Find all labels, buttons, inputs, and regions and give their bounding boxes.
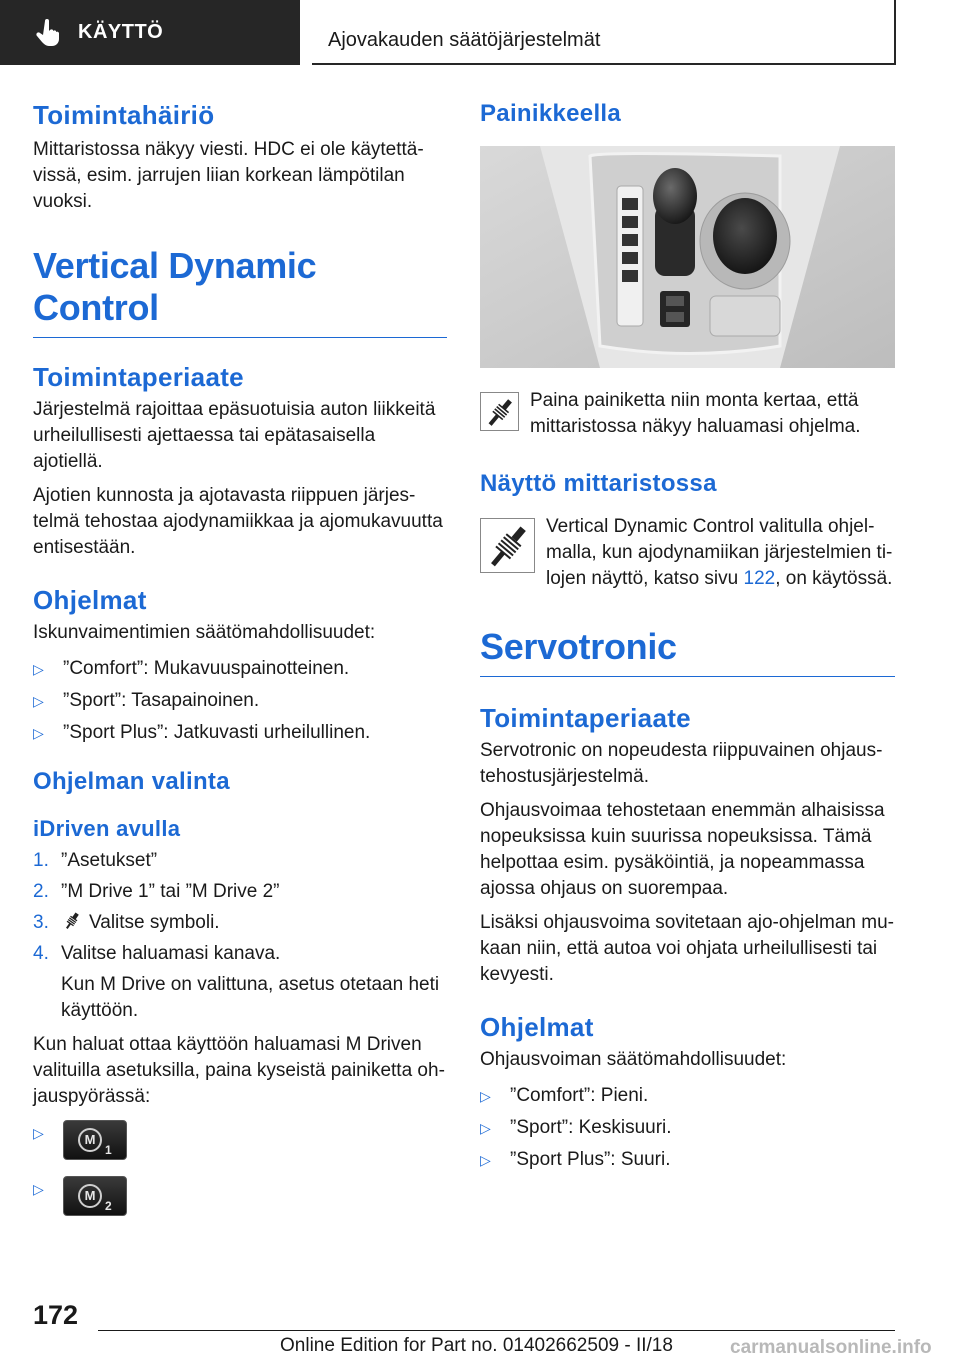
malfunction-text: Mittaristossa näkyy viesti. HDC ei ole käytettävissä, esim. jarrujen liian korkean lämpötilan vuoksi. bbox=[33, 139, 424, 212]
right-column bbox=[480, 100, 895, 1179]
section-label: KÄYTTÖ bbox=[78, 21, 164, 43]
triangle-bullet-icon: ▷ bbox=[33, 693, 44, 709]
programs-intro: Iskunvaimentimien säätömahdollisuudet: bbox=[33, 622, 376, 643]
servotronic-heading: Servotronic bbox=[480, 626, 895, 677]
servotronic-paragraph-3: Lisäksi ohjausvoima sovitetaan ajo-ohjelman mukaan niin, että autoa voi ohjata urheilullisesti tai kevyesti. bbox=[480, 912, 894, 985]
vdc-heading: Vertical Dynamic Control bbox=[33, 245, 447, 338]
button-heading: Painikkeella bbox=[480, 100, 622, 127]
page-link[interactable]: 122 bbox=[743, 568, 776, 589]
m-drive-2-button[interactable]: M 2 bbox=[63, 1176, 127, 1216]
servotronic-programs-intro: Ohjausvoiman säätömahdollisuudet: bbox=[480, 1049, 787, 1070]
chapter-title: Ajovakauden säätöjärjestelmät bbox=[328, 29, 601, 51]
triangle-bullet-icon: ▷ bbox=[33, 1181, 44, 1197]
button-instruction bbox=[480, 388, 895, 448]
triangle-bullet-icon: ▷ bbox=[33, 661, 44, 677]
step4-note: Kun M Drive on valittuna, asetus otetaan heti käyttöön. bbox=[61, 974, 440, 1021]
chapter-header bbox=[312, 0, 896, 65]
programs-list bbox=[33, 656, 447, 746]
list-item: ▷ ”Sport Plus”: Jatkuvasti urheilullinen. bbox=[33, 720, 447, 746]
idrive-controller-icon bbox=[700, 193, 790, 336]
triangle-bullet-icon: ▷ bbox=[33, 725, 44, 741]
triangle-bullet-icon: ▷ bbox=[480, 1152, 491, 1168]
servotronic-paragraph-1: Servotronic on nopeudesta riippuvainen ohjaustehostusjärjestelmä. bbox=[480, 740, 883, 787]
list-item: ▷ ”Sport”: Tasapainoinen. bbox=[33, 688, 447, 714]
malfunction-heading: Toimintahäiriö bbox=[33, 100, 215, 130]
principle-heading: Toimintaperiaate bbox=[33, 362, 244, 392]
watermark: carmanualsonline.info bbox=[730, 1337, 932, 1358]
idrive-steps bbox=[33, 848, 447, 967]
display-instruction bbox=[480, 514, 895, 594]
parking-brake-icon bbox=[660, 291, 690, 327]
list-item: 4. Valitse haluamasi kanava. bbox=[33, 943, 281, 964]
display-heading: Näyttö mittaristossa bbox=[480, 470, 717, 497]
gear-selector-icon bbox=[653, 168, 697, 276]
servotronic-paragraph-2: Ohjausvoimaa tehostetaan enemmän alhaisissa nopeuksissa kuin suurissa nopeuksissa. Tämä helpottaa esim. pysäköintiä, ja nopeammassa ajossa ohjaus on suorempaa. bbox=[480, 800, 885, 899]
section-tab bbox=[0, 0, 300, 65]
page-number: 172 bbox=[33, 1300, 79, 1330]
shock-absorber-icon bbox=[481, 393, 520, 432]
list-item: ▷ ”Comfort”: Pieni. bbox=[480, 1083, 895, 1109]
button-text: Paina painiketta niin monta kertaa, että mittaristossa näkyy haluamasi ohjelma. bbox=[530, 390, 861, 437]
list-item bbox=[33, 1120, 447, 1166]
triangle-bullet-icon: ▷ bbox=[33, 1125, 44, 1141]
shock-absorber-icon bbox=[481, 519, 536, 574]
m-drive-1-button[interactable]: M 1 bbox=[63, 1120, 127, 1160]
servotronic-programs-heading: Ohjelmat bbox=[480, 1012, 594, 1042]
programs-heading: Ohjelmat bbox=[33, 585, 147, 615]
list-item: 2. ”M Drive 1” tai ”M Drive 2” bbox=[33, 881, 280, 902]
shock-absorber-icon bbox=[61, 912, 83, 930]
list-item: 1. ”Asetukset” bbox=[33, 850, 158, 871]
footer-divider bbox=[98, 1330, 895, 1331]
vdc-button-icon bbox=[480, 392, 519, 431]
vdc-display-icon bbox=[480, 518, 535, 573]
list-item: ▷ ”Sport Plus”: Suuri. bbox=[480, 1147, 895, 1173]
button-strip-icon bbox=[617, 186, 643, 326]
list-item: ▷ ”Comfort”: Mukavuuspainotteinen. bbox=[33, 656, 447, 682]
edition-text: Online Edition for Part no. 01402662509 - II/18 bbox=[280, 1335, 673, 1356]
list-item: ▷ ”Sport”: Keskisuuri. bbox=[480, 1115, 895, 1141]
principle-paragraph-1: Järjestelmä rajoittaa epäsuotuisia auton liikkeitä urheilullisesti ajettaessa tai epätasaisella ajotiellä. bbox=[33, 399, 436, 472]
display-text: Vertical Dynamic Control valitulla ohjelmalla, kun ajodynamiikan järjestelmien tilojen näyttö, katso sivu 122, on käytössä. bbox=[546, 516, 893, 589]
selection-heading: Ohjelman valinta bbox=[33, 768, 230, 795]
triangle-bullet-icon: ▷ bbox=[480, 1120, 491, 1136]
center-console-photo bbox=[480, 146, 895, 368]
principle-paragraph-2: Ajotien kunnosta ja ajotavasta riippuen järjestelmä tehostaa ajodynamiikkaa ja ajomukavuutta entisestään. bbox=[33, 485, 443, 558]
servotronic-programs-list bbox=[480, 1083, 895, 1173]
mdrive-buttons-list bbox=[33, 1120, 447, 1222]
idrive-heading: iDriven avulla bbox=[33, 816, 181, 841]
list-item: 3. Valitse symboli. bbox=[33, 912, 220, 933]
servotronic-principle-heading: Toimintaperiaate bbox=[480, 703, 691, 733]
mdrive-text: Kun haluat ottaa käyttöön haluamasi M Driven valituilla asetuksilla, paina kyseistä painiketta ohjauspyörässä: bbox=[33, 1034, 445, 1107]
list-item bbox=[33, 1176, 447, 1222]
triangle-bullet-icon: ▷ bbox=[480, 1088, 491, 1104]
left-column bbox=[33, 100, 447, 1228]
hand-pointer-icon bbox=[34, 18, 64, 48]
